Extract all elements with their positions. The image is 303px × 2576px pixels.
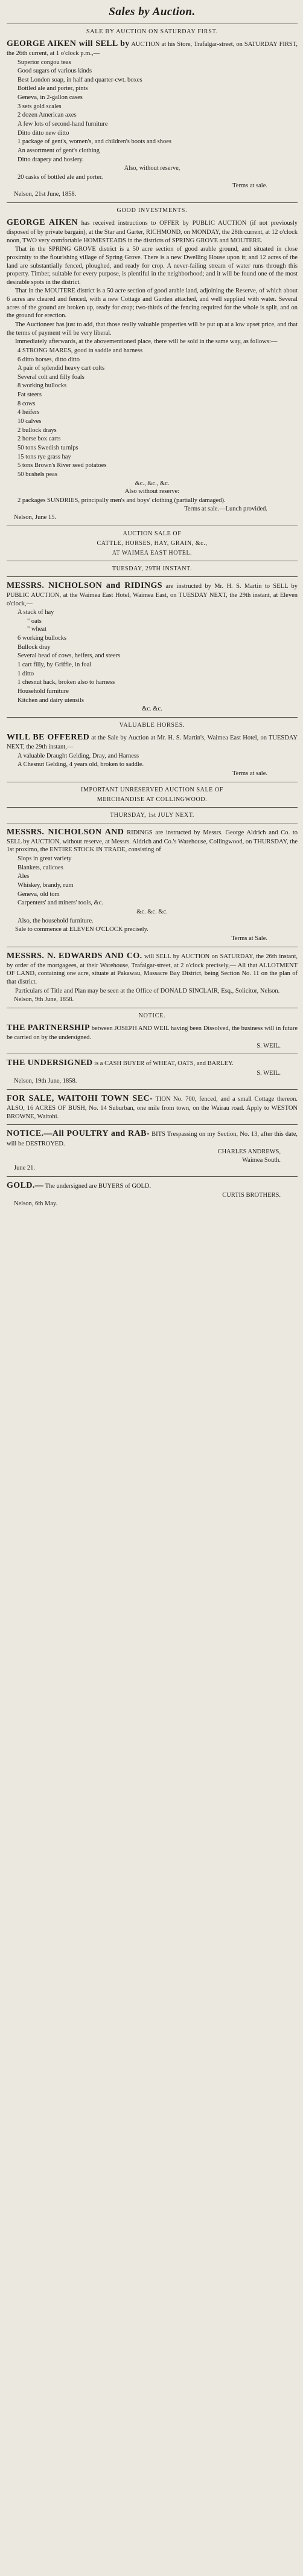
ad-lead-text: BITS Trespassing on my Section, No. 13, after this date, will be DESTROYED. — [7, 1131, 298, 1147]
list-item: A few lots of second-hand furniture — [18, 121, 108, 127]
ad-paragraph: Sale to commence at ELEVEN O'CLOCK precisely. — [15, 926, 148, 933]
ad-lead — [7, 1129, 298, 1148]
ad-lead — [7, 827, 298, 854]
ad-heading: NOTICE. — [138, 1012, 166, 1019]
list-item: 8 working bullocks — [18, 382, 67, 390]
ad-lead-caps: GEORGE AIKEN — [7, 217, 78, 227]
list-item: 15 tons rye grass hay — [18, 453, 71, 460]
list-item: Geneva, old tom — [18, 890, 60, 898]
ad-partnership-notice — [7, 1012, 298, 1050]
list-item: 50 bushels peas — [18, 471, 57, 478]
dateline: Nelson, June 15. — [14, 514, 56, 521]
list-item: 2 packages SUNDRIES, principally men's and boys' clothing (partially damaged). — [18, 497, 226, 504]
list-item: 1 cart filly, by Griffie, in foal — [18, 662, 92, 669]
signature: S. WEIL. — [257, 1042, 281, 1049]
signature: CHARLES ANDREWS, — [217, 1148, 281, 1156]
list-item: 2 horse box carts — [18, 436, 61, 443]
ad-lead-text: at the Sale by Auction at Mr. H. S. Martin's, Waimea East Hotel, on TUESDAY NEXT, the 29th instant,— — [7, 734, 298, 751]
ad-lead-text: will SELL by AUCTION on SATURDAY, the 26th instant, by order of the mortgagees, at their Warehouse, Trafalgar-street, at 2 o'clock precisely,— All that ALLOTMENT OF LAND, containing one acre, situate at Pakawau, Massacre Bay District, being Section No. 11 on the plan of that district. — [7, 953, 298, 985]
ad-lead-text: The undersigned are BUYERS of GOLD. — [45, 1183, 152, 1190]
ad-heading: CATTLE, HORSES, HAY, GRAIN, &c., — [97, 539, 208, 547]
list-item: &c. &c. — [142, 706, 162, 713]
ad-lead-text: TION No. 700, fenced, and a small Cottage thereon. ALSO, 16 ACRES OF BUSH, No. 14 Suburban, one mile from town, on the Wairau road. Apply to WESTON BROWNE, Waitohi. — [7, 1095, 298, 1120]
list-item: Also, the household furniture. — [18, 917, 94, 924]
ad-heading: IMPORTANT UNRESERVED AUCTION SALE OF — [81, 786, 223, 793]
list-item: 4 heifers — [18, 409, 40, 416]
list-item: 20 casks of bottled ale and porter. — [18, 173, 103, 181]
list-item: Bottled ale and porter, pints — [18, 85, 88, 92]
divider — [7, 576, 298, 577]
list-item: 5 tons Brown's River seed potatoes — [18, 462, 107, 469]
dateline: Nelson, 19th June, 1858. — [14, 1078, 77, 1085]
list-item: 1 ditto — [18, 670, 34, 677]
list-item: A stack of hay — [18, 609, 54, 616]
list-item: Several colt and filly foals — [18, 373, 85, 381]
list-item: 2 bullock drays — [18, 427, 57, 434]
list-item: Several head of cows, heifers, and steers — [18, 652, 121, 660]
ad-edwards-allotment — [7, 951, 298, 1004]
list-item: Whiskey, brandy, rum — [18, 882, 74, 889]
terms-line: Terms at sale. — [232, 770, 267, 777]
dateline: Nelson, 21st June, 1858. — [14, 191, 77, 198]
divider — [7, 1089, 298, 1090]
ad-lead — [7, 217, 298, 245]
list-item: Bullock dray — [18, 643, 51, 651]
list-item: 4 STRONG MARES, good in saddle and harness — [18, 347, 143, 354]
ad-lead-caps: MESSRS. N. EDWARDS AND CO. — [7, 951, 142, 961]
ad-cattle-horses-hay — [7, 530, 298, 713]
terms-line: Terms at sale. — [232, 182, 267, 190]
divider — [7, 1124, 298, 1125]
ad-lead-caps: FOR SALE, WAITOHI TOWN SEC- — [7, 1093, 153, 1103]
ad-lead — [7, 732, 298, 752]
list-item: 2 dozen American axes — [18, 112, 77, 119]
list-item: 1 package of gent's, women's, and children's boots and shoes — [18, 138, 171, 146]
ad-lead — [7, 581, 298, 608]
ad-lead — [7, 1093, 298, 1121]
ad-poultry-notice — [7, 1129, 298, 1173]
ad-lead-text: RIDINGS are instructed by Messrs. George Aldrich and Co. to SELL by AUCTION, without reserve, at Messrs. Aldrich and Co.'s Warehouse, Collingwood, on THURSDAY, the 1st proximo, the ENTIRE STOCK IN TRADE, consisting of — [7, 829, 298, 854]
ad-heading: AUCTION SALE OF — [123, 530, 182, 537]
list-item: Geneva, in 2-gallon cases — [18, 94, 83, 101]
ad-paragraph: The Auctioneer has just to add, that those really valuable properties will be put up at a low upset price, and that the terms of payment will be very liberal. — [7, 321, 298, 336]
ad-lead-text: between JOSEPH AND WEIL having been Dissolved, the business will in future be carried on by the undersigned. — [7, 1025, 298, 1042]
list-item: " oats — [27, 617, 42, 625]
signature: CURTIS BROTHERS. — [222, 1192, 281, 1199]
ad-lead — [7, 1058, 298, 1069]
ad-gold-buyers — [7, 1180, 298, 1208]
list-item: Superior congou teas — [18, 59, 71, 66]
ad-lead-text: AUCTION at his Store, Trafalgar-street, on SATURDAY FIRST, the 26th current, at 1 o'clock p.m.,— — [7, 40, 298, 57]
signature: S. WEIL. — [257, 1069, 281, 1077]
ad-good-investments — [7, 207, 298, 522]
ad-sale-day: TUESDAY, 29TH INSTANT. — [112, 565, 193, 572]
dateline: Nelson, 9th June, 1858. — [14, 996, 74, 1003]
ad-lead — [7, 1180, 298, 1191]
ad-lead-text: has received instructions to OFFER by PUBLIC AUCTION (if not previously disposed of by private bargain), at the Star and Garter, RICHMOND, on MONDAY, the 28th current, at 12 o'clock noon, TWO very comfortable HOMESTEADS in the districts of SPRING GROVE and MOUTERE. — [7, 219, 298, 244]
list-item: Fat steers — [18, 391, 42, 399]
ad-lead-caps: WILL BE OFFERED — [7, 732, 90, 742]
divider — [7, 202, 298, 203]
list-item: " wheat — [27, 626, 46, 633]
list-item: 10 calves — [18, 418, 42, 425]
list-item: Slops in great variety — [18, 855, 72, 863]
list-item: &c., &c., &c. — [135, 480, 170, 487]
list-item: Also, without reserve, — [124, 165, 180, 172]
ad-lead — [7, 39, 298, 58]
list-item: A Chesnut Gelding, 4 years old, broken to saddle. — [18, 761, 144, 768]
list-item: A pair of splendid heavy cart colts — [18, 365, 105, 372]
ad-heading: GOOD INVESTMENTS. — [116, 207, 188, 214]
ad-lead — [7, 951, 298, 987]
ad-waitohi-sale — [7, 1093, 298, 1121]
list-item: 1 chesnut hack, broken also to harness — [18, 679, 115, 686]
ad-paragraph: Immediately afterwards, at the abovementioned place, there will be sold in the same way, as follows:— — [15, 338, 278, 346]
ad-lead — [7, 1023, 298, 1042]
dateline: Nelson, 6th May. — [14, 1200, 58, 1207]
list-item: &c. &c. &c. — [136, 908, 168, 915]
ad-collingwood-merchandise — [7, 786, 298, 943]
list-item: Good sugars of various kinds — [18, 68, 92, 75]
list-item: 6 ditto horses, ditto ditto — [18, 356, 80, 363]
ad-heading: SALE BY AUCTION ON SATURDAY FIRST. — [86, 28, 218, 35]
divider — [7, 717, 298, 718]
ad-lead-caps: THE UNDERSIGNED — [7, 1058, 93, 1068]
list-item: 6 working bullocks — [18, 635, 67, 642]
ad-paragraph: That in the SPRING GROVE district is a 50 acre section of good arable ground, and situated in close proximity to the flourishing village of Spring Grove. There is a new Dwelling House upon it; and 12 acres of the land are substantially fenced, ploughed, and ready for crop. A never-failing stream of water runs through this property. Timber, suitable for every purpose, is plentiful in the neighborhood; and it will be found one of the most desirable spots in the district. — [7, 246, 298, 286]
list-item: An assortment of gent's clothing — [18, 147, 100, 154]
ad-paragraph: Particulars of Title and Plan may be seen at the Office of DONALD SINCLAIR, Esq., Solicitor, Nelson. — [15, 987, 280, 994]
divider — [7, 807, 298, 808]
list-item: Ditto ditto new ditto — [18, 129, 69, 137]
list-item: Household furniture — [18, 687, 69, 695]
list-item: Also without reserve: — [124, 488, 180, 495]
terms-line: Terms at Sale. — [231, 935, 267, 942]
ad-lead-caps: MESSRS. NICHOLSON and RIDINGS — [7, 581, 162, 590]
list-item: Kitchen and dairy utensils — [18, 697, 84, 704]
ad-lead-caps: MESSRS. NICHOLSON AND — [7, 827, 124, 837]
ad-lead-caps: THE PARTNERSHIP — [7, 1023, 90, 1032]
ad-heading: MERCHANDISE AT COLLINGWOOD. — [97, 796, 208, 803]
list-item: 50 tons Swedish turnips — [18, 444, 78, 451]
ad-lead-text: is a CASH BUYER of WHEAT, OATS, and BARLEY. — [94, 1060, 234, 1067]
ad-sale-day: THURSDAY, 1st JULY NEXT. — [110, 811, 194, 819]
ad-lead-caps: GEORGE AIKEN will SELL by — [7, 39, 130, 48]
ad-lead-text: are instructed by Mr. H. S. Martin to SELL by PUBLIC AUCTION, at the Waimea East Hotel, Waimea East, on TUESDAY NEXT, the 29th instant, at Eleven o'clock,— — [7, 582, 298, 607]
ad-heading: VALUABLE HORSES. — [119, 721, 185, 729]
page-masthead: Sales by Auction. — [109, 5, 196, 18]
list-item: Best London soap, in half and quarter-cwt. boxes — [18, 76, 142, 83]
dateline: June 21. — [14, 1165, 35, 1172]
ad-lead-caps: GOLD.— — [7, 1181, 44, 1191]
list-item: 8 cows — [18, 400, 36, 407]
ad-valuable-horses — [7, 721, 298, 778]
list-item: 3 sets gold scales — [18, 103, 62, 110]
ad-cash-buyer — [7, 1058, 298, 1085]
divider — [7, 1176, 298, 1177]
list-item: Carpenters' and miners' tools, &c. — [18, 900, 104, 907]
terms-line: Terms at sale.—Lunch provided. — [184, 506, 267, 513]
ad-heading: AT WAIMEA EAST HOTEL. — [112, 549, 193, 556]
auction-column — [0, 0, 303, 1217]
signature: Waimea South. — [242, 1156, 281, 1164]
list-item: A valuable Draught Gelding, Dray, and Harness — [18, 752, 139, 759]
ad-aiken-saturday — [7, 28, 298, 199]
list-item: Ales — [18, 873, 30, 880]
list-item: Ditto drapery and hosiery. — [18, 156, 84, 163]
list-item: Blankets, calicoes — [18, 864, 63, 871]
ad-lead-caps: NOTICE.—All POULTRY and RAB- — [7, 1129, 150, 1139]
ad-paragraph: That in the MOUTERE district is a 50 acre section of good arable land, adjoining the Reserve, of which about 6 acres are cleared and fenced, with a new Cottage and Garden attached, and well supplied with water. Several acres of the ground are broken up, ready for crop; two-thirds of the fencing required for the whole is split, and on the ground for erection. — [7, 288, 298, 320]
